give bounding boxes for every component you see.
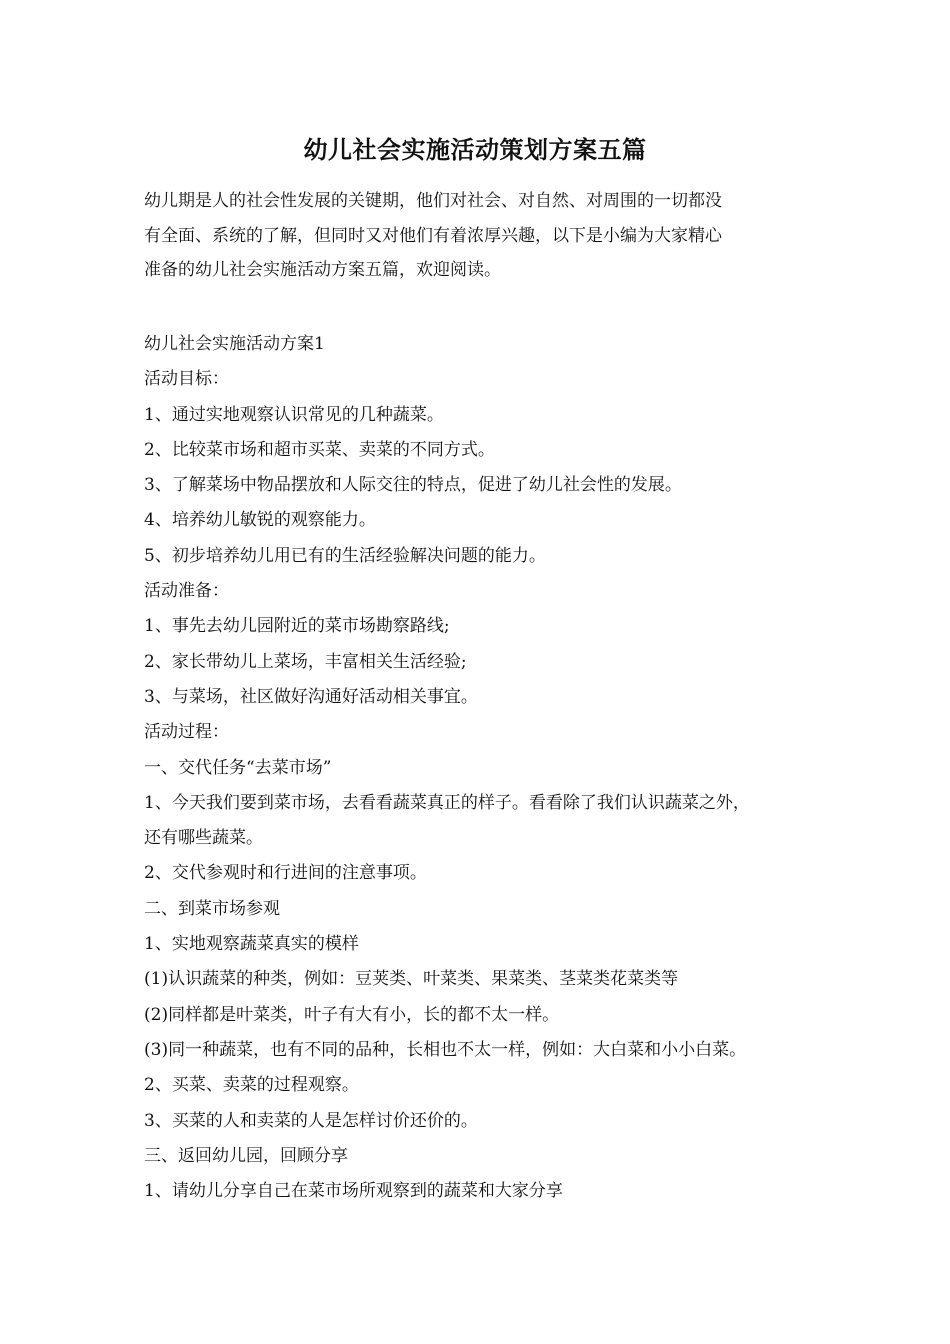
sub-list-item: (1)认识蔬菜的种类，例如：豆荚类、叶菜类、果菜类、茎菜类花菜类等 [144, 969, 679, 990]
list-item: 3、与菜场，社区做好沟通好活动相关事宜。 [144, 686, 478, 707]
intro-line: 有全面、系统的了解，但同时又对他们有着浓厚兴趣，以下是小编为大家精心 [144, 225, 722, 246]
intro-paragraph [144, 184, 814, 288]
intro-line: 准备的幼儿社会实施活动方案五篇，欢迎阅读。 [144, 260, 501, 280]
section-heading: 幼儿社会实施活动方案1 [144, 334, 325, 354]
step-heading: 一、交代任务“去菜市场” [144, 757, 332, 778]
document-body [144, 327, 834, 1209]
subheading: 活动准备： [144, 581, 229, 602]
list-item: 1、实地观察蔬菜真实的模样 [144, 934, 359, 955]
list-item: 1、事先去幼儿园附近的菜市场勘察路线; [144, 616, 450, 637]
list-item-continuation: 还有哪些蔬菜。 [144, 828, 263, 849]
list-item: 2、家长带幼儿上菜场，丰富相关生活经验; [144, 651, 467, 672]
sub-list-item: (3)同一种蔬菜，也有不同的品种，长相也不太一样，例如：大白菜和小小白菜。 [144, 1039, 747, 1060]
subheading: 活动目标： [144, 369, 229, 390]
sub-list-item: (2)同样都是叶菜类，叶子有大有小，长的都不太一样。 [144, 1004, 560, 1025]
step-heading: 二、到菜市场参观 [144, 898, 280, 919]
list-item: 1、通过实地观察认识常见的几种蔬菜。 [144, 404, 444, 425]
step-heading: 三、返回幼儿园，回顾分享 [144, 1145, 348, 1166]
list-item: 2、买菜、卖菜的过程观察。 [144, 1075, 359, 1096]
list-item: 2、交代参观时和行进间的注意事项。 [144, 863, 427, 884]
list-item: 1、今天我们要到菜市场，去看看蔬菜真正的样子。看看除了我们认识蔬菜之外， [144, 792, 750, 813]
document-title: 幼儿社会实施活动策划方案五篇 [303, 135, 647, 164]
list-item: 1、请幼儿分享自己在菜市场所观察到的蔬菜和大家分享 [144, 1181, 563, 1202]
list-item: 5、初步培养幼儿用已有的生活经验解决问题的能力。 [144, 545, 546, 566]
list-item: 4、培养幼儿敏锐的观察能力。 [144, 510, 376, 531]
intro-line: 幼儿期是人的社会性发展的关键期，他们对社会、对自然、对周围的一切都没 [144, 191, 722, 211]
list-item: 3、买菜的人和卖菜的人是怎样讨价还价的。 [144, 1110, 478, 1131]
list-item: 3、了解菜场中物品摆放和人际交往的特点，促进了幼儿社会性的发展。 [144, 475, 682, 496]
list-item: 2、比较菜市场和超市买菜、卖菜的不同方式。 [144, 439, 495, 460]
subheading: 活动过程： [144, 722, 229, 743]
